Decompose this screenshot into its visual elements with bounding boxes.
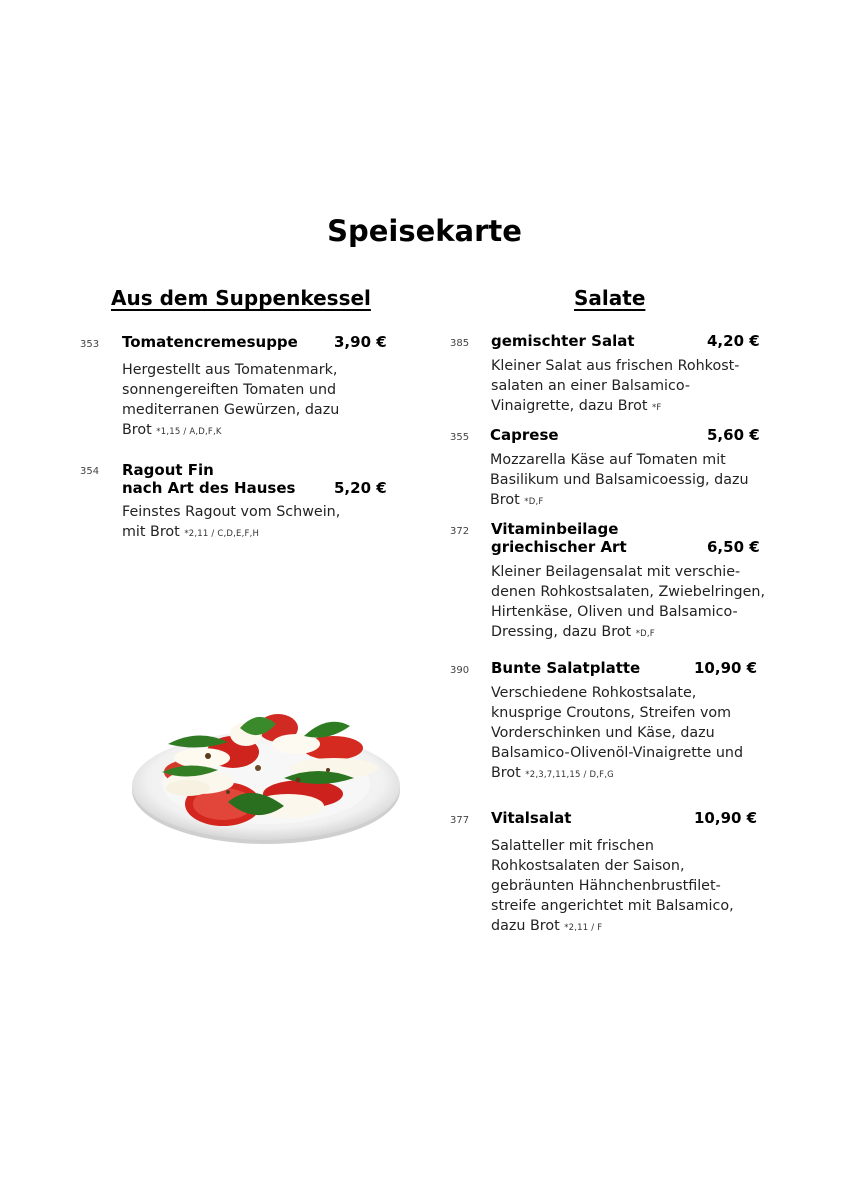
allergen-info: *D,F xyxy=(524,497,544,507)
caprese-salad-plate-image xyxy=(128,708,404,850)
allergen-info: *2,11 / F xyxy=(564,923,603,933)
item-number: 353 xyxy=(80,339,100,350)
allergen-info: *F xyxy=(651,403,662,413)
item-name: Ragout Fin nach Art des Hauses xyxy=(122,461,296,497)
item-description: Hergestellt aus Tomatenmark, sonnengereiften Tomaten und mediterranen Gewürzen, dazu Brot *1,15 / A,D,F,K xyxy=(122,362,340,438)
item-number: 390 xyxy=(450,665,470,676)
item-price: 10,90 € xyxy=(694,659,758,677)
item-number: 377 xyxy=(450,815,470,826)
item-price: 5,60 € xyxy=(707,426,760,444)
item-description: Feinstes Ragout vom Schwein, mit Brot *2,11 / C,D,E,F,H xyxy=(122,504,341,540)
item-price: 6,50 € xyxy=(707,538,760,556)
allergen-info: *1,15 / A,D,F,K xyxy=(156,427,222,437)
item-name: Vitaminbeilage griechischer Art xyxy=(491,520,627,556)
item-description: Mozzarella Käse auf Tomaten mit Basilikum und Balsamicoessig, dazu Brot *D,F xyxy=(490,452,749,508)
item-number: 354 xyxy=(80,466,100,477)
allergen-info: *D,F xyxy=(635,629,655,639)
item-price: 10,90 € xyxy=(694,809,758,827)
item-name: Vitalsalat xyxy=(491,809,572,827)
item-name: Caprese xyxy=(490,426,559,444)
item-number: 355 xyxy=(450,432,470,443)
item-price: 5,20 € xyxy=(334,479,387,497)
item-price: 3,90 € xyxy=(334,333,387,351)
item-description: Kleiner Beilagensalat mit verschie- denen Rohkostsalaten, Zwiebelringen, Hirtenkäse, Oliven und Balsamico- Dressing, dazu Brot *D,F xyxy=(491,564,765,640)
item-description: Verschiedene Rohkostsalate, knusprige Croutons, Streifen vom Vorderschinken und Käse, dazu Balsamico-Olivenöl-Vinaigrette und Brot *2,3,7,11,15 / D,F,G xyxy=(491,685,744,781)
allergen-info: *2,3,7,11,15 / D,F,G xyxy=(525,770,614,780)
item-description: Salatteller mit frischen Rohkostsalaten der Saison, gebräunten Hähnchenbrustfilet- streife angerichtet mit Balsamico, dazu Brot *2,11 / F xyxy=(491,838,734,934)
item-number: 385 xyxy=(450,338,470,349)
item-name: Bunte Salatplatte xyxy=(491,659,641,677)
item-price: 4,20 € xyxy=(707,332,760,350)
item-name: gemischter Salat xyxy=(491,332,635,350)
page-title: Speisekarte xyxy=(327,214,522,248)
item-number: 372 xyxy=(450,526,470,537)
section-heading-soups: Aus dem Suppenkessel xyxy=(111,286,371,310)
item-description: Kleiner Salat aus frischen Rohkost- salaten an einer Balsamico- Vinaigrette, dazu Brot *F xyxy=(491,358,740,414)
item-name: Tomatencremesuppe xyxy=(122,333,298,351)
section-heading-salads: Salate xyxy=(574,286,646,310)
allergen-info: *2,11 / C,D,E,F,H xyxy=(184,529,260,539)
